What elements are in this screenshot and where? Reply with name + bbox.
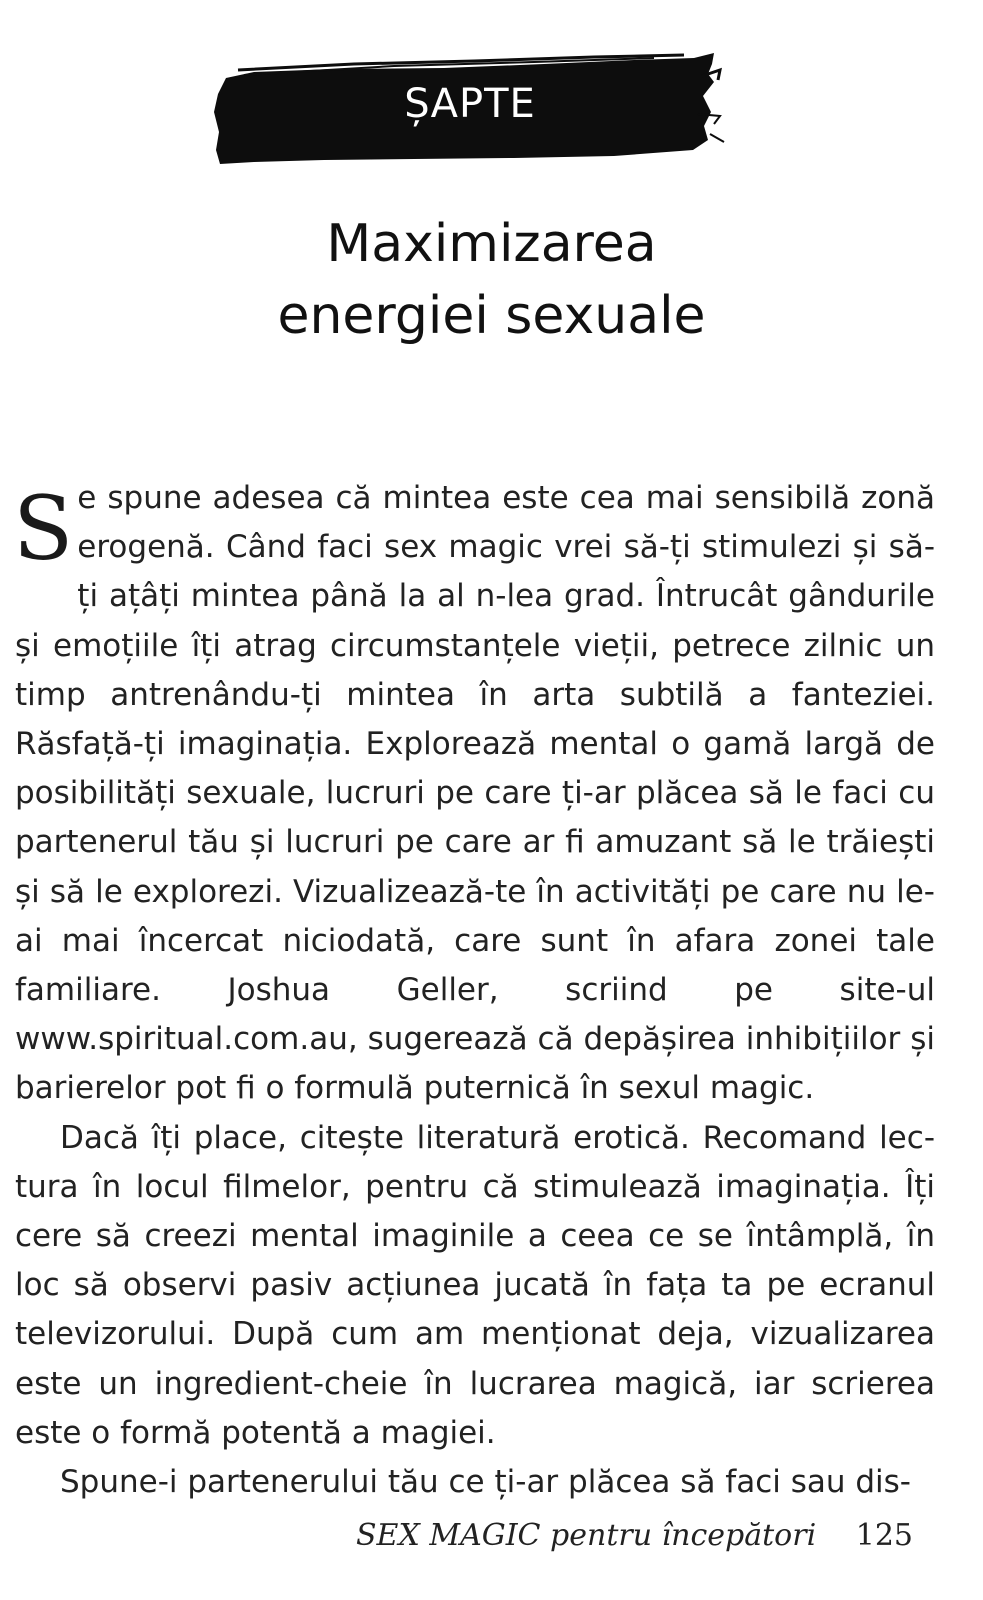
paragraph-1 [15, 474, 935, 1114]
running-title: SEX MAGIC pentru începători [356, 1518, 817, 1553]
paragraph-3: Spune-i partenerului tău ce ți-ar plăcea să faci sau dis- [60, 1464, 911, 1501]
chapter-banner [214, 52, 726, 164]
chapter-title-line-1: Maximizarea [326, 214, 657, 274]
chapter-title [0, 208, 983, 352]
body-text [15, 474, 935, 1507]
chapter-title-line-2: energiei sexuale [277, 286, 706, 346]
drop-cap: S [13, 477, 74, 580]
paragraph-1-text: e spune adesea că mintea este cea mai sensibilă zonă erogenă. Când faci sex magic vrei să-ți stimulezi și să-ți ațâți mintea până la al n-lea grad. Întrucât gândurile și emoțiile îți atrag circumstanțele vieții, petrece zilnic un timp antrenându-ți mintea în arta subtilă a fanteziei. Răsfață-ți imaginația. Explorează mental o gamă largă de posibilități sexuale, lucruri pe care ți-ar plăcea să le faci cu partenerul tău și lucruri pe care ar fi amuzant să le trăiești și să le explorezi. Vizualizează-te în activități pe care nu le-ai mai încercat niciodată, care sunt în afara zonei tale familiare. Joshua Geller, scriind pe site-ul www.spiritual.com.au, sugerează că depășirea inhibițiilor și barierelor pot fi o formulă puternică în sexul magic. [15, 480, 935, 1107]
paragraph-2: Dacă îți place, citește literatură erotică. Recomand lectura în locul filmelor, pentru că stimulează imaginația. Îți cere să creezi mental imaginile a ceea ce se întâmplă, în loc să observi pasiv acțiunea jucată în fața ta pe ecranul televizorului. După cum am menționat deja, vizualizarea este un ingredient-cheie în lucrarea magică, iar scrierea este o formă potentă a magiei. [15, 1119, 935, 1451]
page-footer [356, 1514, 913, 1558]
chapter-number-label: ȘAPTE [404, 81, 536, 127]
page-number: 125 [855, 1518, 913, 1553]
